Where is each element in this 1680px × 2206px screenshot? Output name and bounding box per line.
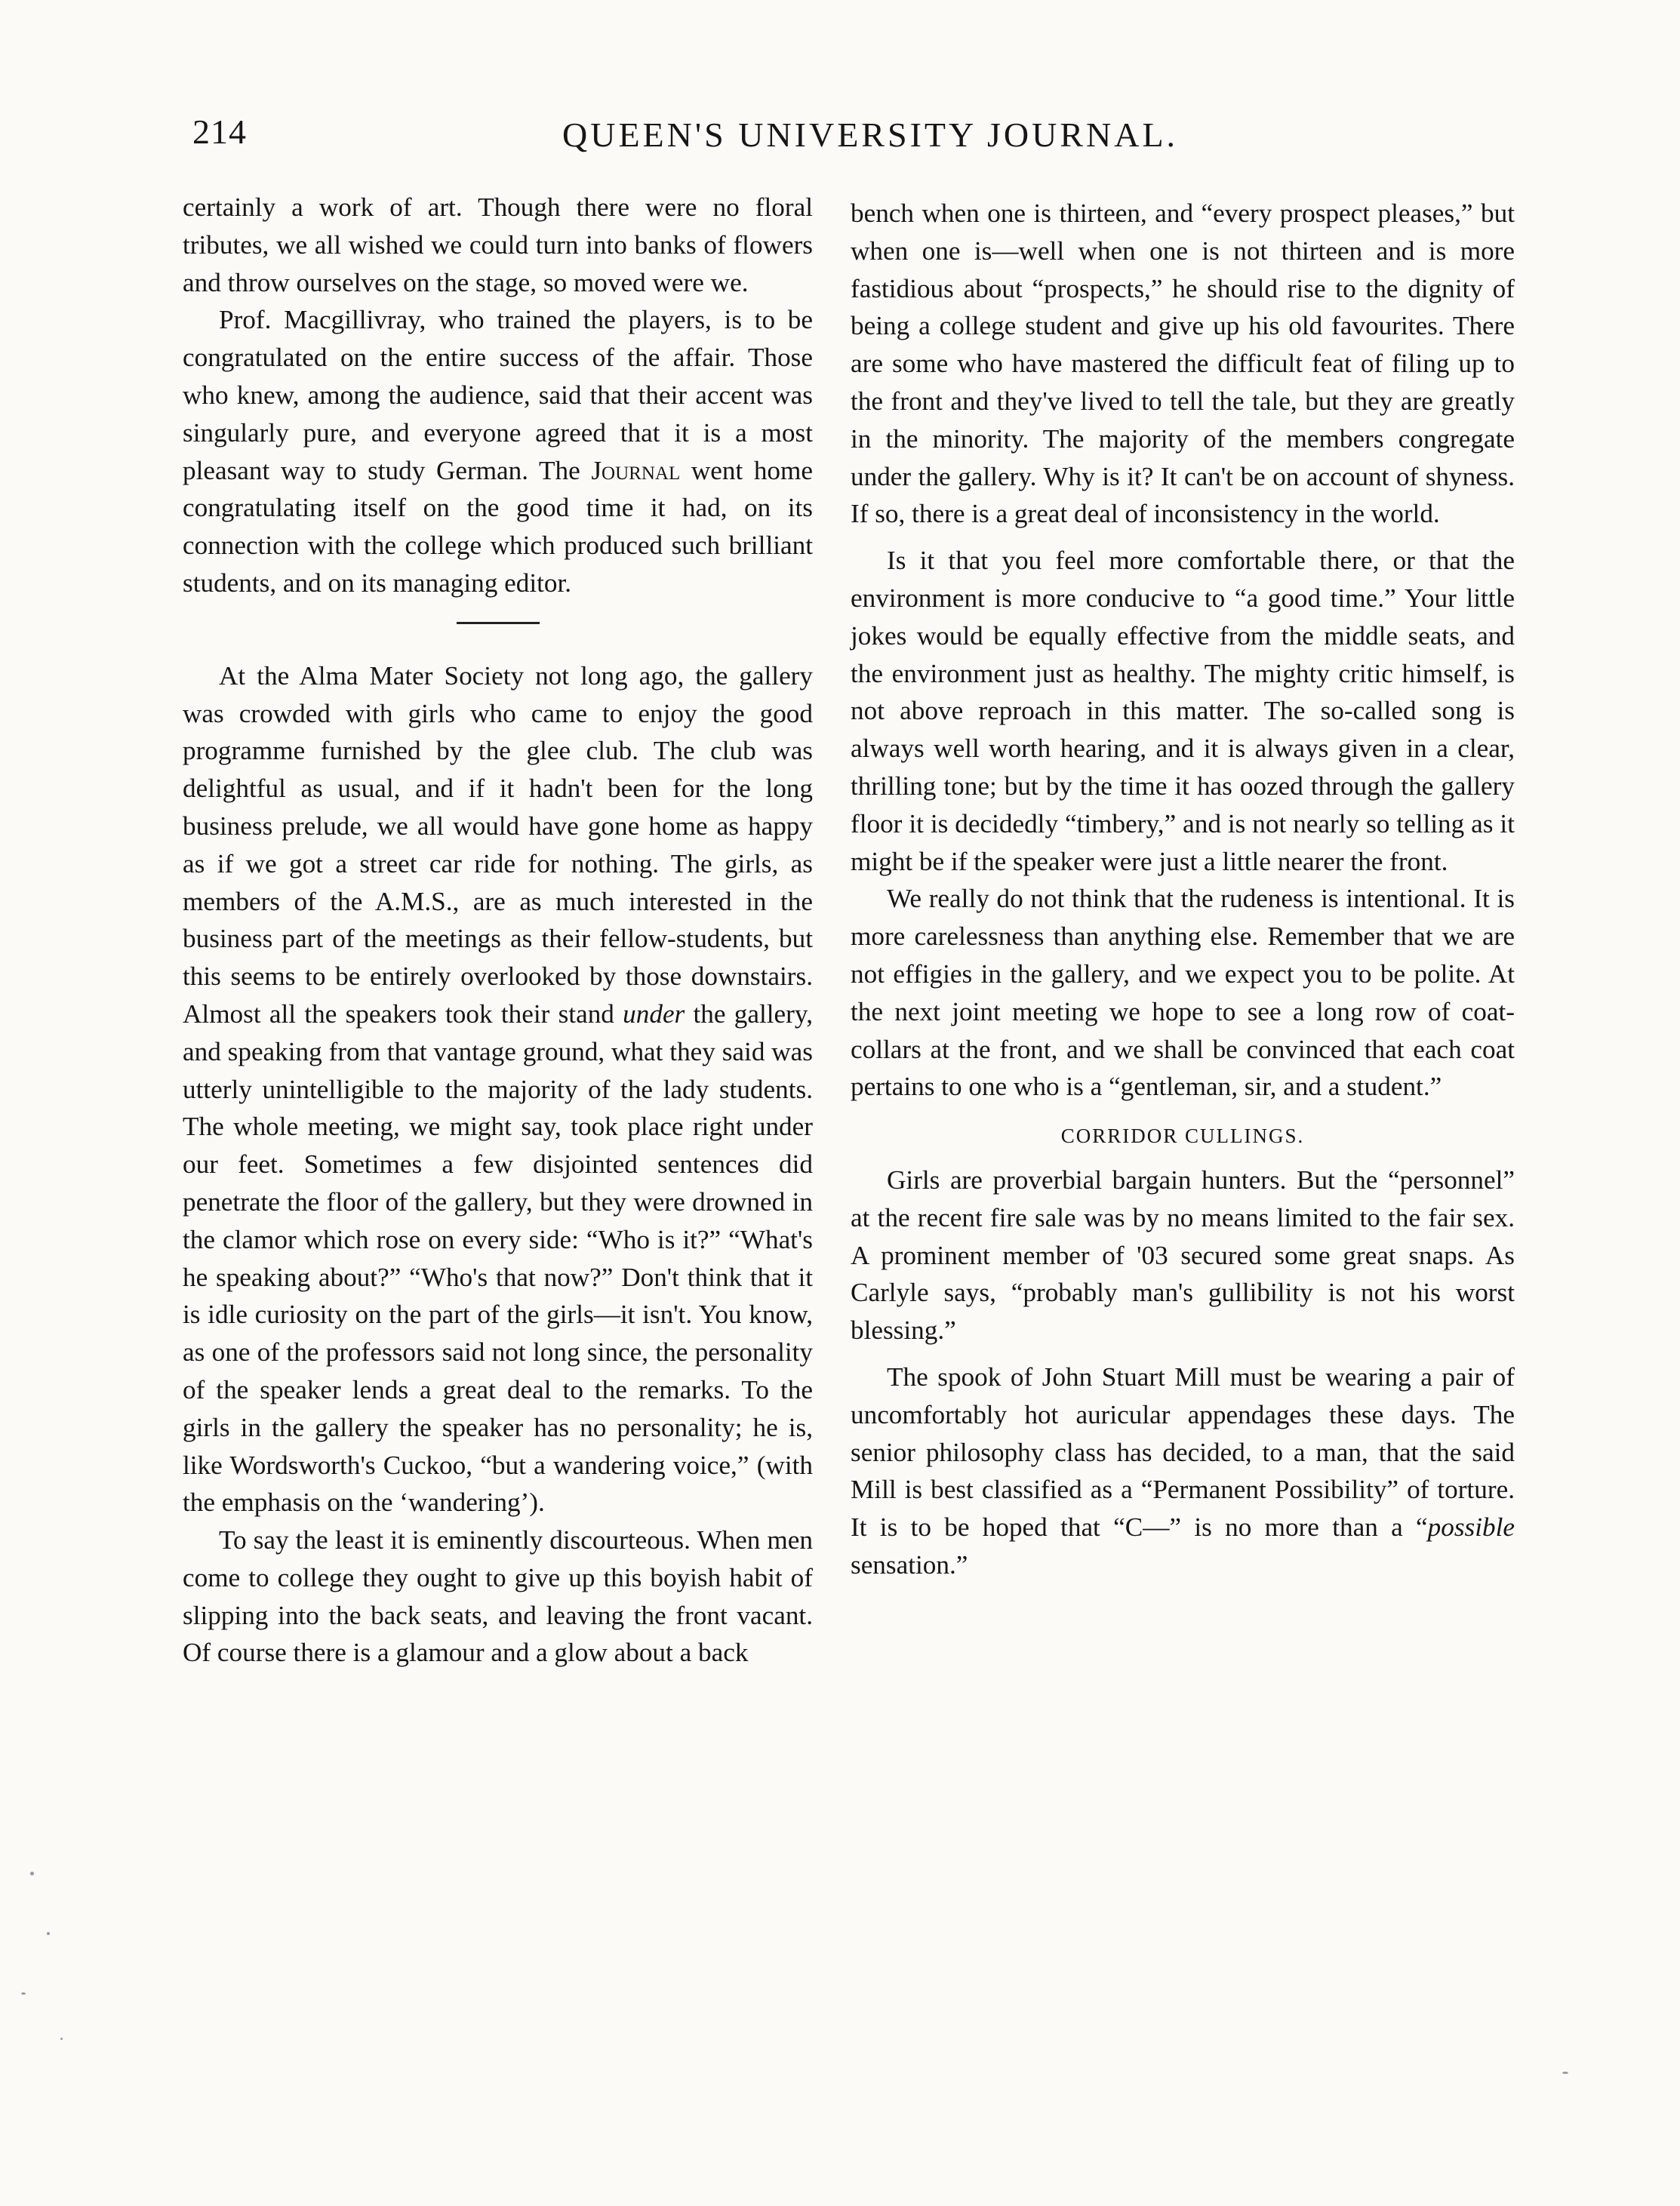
paragraph: We really do not think that the rudeness is intentional. It is more carelessness than anything else. Remember that we are not effigies in the gallery, and we expect you to be polite. At the next joint meeting we hope to see a long row of coat-collars at the front, and we shall be convinced that each coat pertains to one who is a “gentleman, sir, and a student.” xyxy=(851,884,1515,1102)
paragraph-text: Prof. Macgillivray, who trained the players, is to be congratulated on the entire success of the affair. Those who knew, among the audience, said that their accent was singularly pure, and everyone agreed that it is a most pleasant way to study German. The xyxy=(183,305,813,485)
scan-speck xyxy=(21,1992,26,1995)
paragraph: To say the least it is eminently discourteous. When men come to college they ought to give up this boyish habit of slipping into the back seats, and leaving the front vacant. Of course there is a glamour and a glow about a back xyxy=(183,1525,813,1668)
page-number: 214 xyxy=(192,112,247,151)
running-head: QUEEN'S UNIVERSITY JOURNAL. xyxy=(562,115,1179,154)
paragraph xyxy=(183,301,813,601)
scan-speck xyxy=(1562,2072,1568,2074)
section-heading: CORRIDOR CULLINGS. xyxy=(1060,1125,1305,1148)
emphasis: possible xyxy=(1427,1512,1515,1543)
paragraph xyxy=(851,1358,1515,1584)
paragraph-text: At the Alma Mater Society not long ago, the gallery was crowded with girls who came to enjoy the good programme furnished by the glee club. The club was delightful as usual, and if it hadn't been for the long business prelude, we all would have gone home as happy as if we got a street car ride for nothing. The girls, as members of the A.M.S., are as much interested in the business part of the meetings as their fellow-students, but this seems to be entirely overlooked by those downstairs. Almost all the speakers took their stand xyxy=(183,660,813,1029)
paragraph xyxy=(183,657,813,1521)
right-column xyxy=(851,195,1515,1584)
section-divider xyxy=(457,622,540,624)
paragraph-text: sensation.” xyxy=(851,1549,968,1580)
scan-speck xyxy=(60,2038,63,2040)
paragraph: bench when one is thirteen, and “every prospect pleases,” but when one is—well when one is not thirteen and is more fastidious about “prospects,” he should rise to the dignity of being a college student and give up his old favourites. There are some who have mastered the difficult feat of filing up to the front and they've lived to tell the tale, but they are greatly in the minority. The majority of the members congregate under the gallery. Why is it? It can't be on account of shyness. If so, there is a great deal of inconsistency in the world. xyxy=(851,198,1515,529)
paragraph: Is it that you feel more comfortable there, or that the environment is more conducive to “a good time.” Your little jokes would be equally effective from the middle seats, and the environment just as healthy. The mighty critic himself, is not above reproach in this matter. The so-called song is always well worth hearing, and it is always given in a clear, thrilling tone; but by the time it has oozed through the gallery floor it is decidedly “timbery,” and is not nearly so telling as it might be if the speaker were just a little nearer the front. xyxy=(851,546,1515,876)
paragraph: Girls are proverbial bargain hunters. But the “personnel” at the recent fire sale was by no means limited to the fair sex. A prominent member of '03 secured some great snaps. As Carlyle says, “probably man's gullibility is not his worst blessing.” xyxy=(851,1165,1515,1346)
paragraph: certainly a work of art. Though there were no floral tributes, we all wished we could turn into banks of flowers and throw ourselves on the stage, so moved were we. xyxy=(183,192,813,297)
paragraph-text: The spook of John Stuart Mill must be wearing a pair of uncomfortably hot auricular appendages these days. The senior philosophy class has decided, to a man, that the said Mill is best classified as a “Permanent Possibility” of torture. It is to be hoped that “C—” is no more than a “ xyxy=(851,1361,1515,1543)
emphasis: under xyxy=(623,998,685,1029)
scan-speck xyxy=(30,1872,34,1875)
left-column xyxy=(183,189,813,1672)
scan-speck xyxy=(47,1932,50,1935)
paragraph-text: the gallery, and speaking from that vantage ground, what they said was utterly unintelligible to the majority of the lady students. The whole meeting, we might say, took place right under our feet. Sometimes a few disjointed sentences did penetrate the floor of the gallery, but they were drowned in the clamor which rose on every side: “Who is it?” “What's he speaking about?” “Who's that now?” Don't think that it is idle curiosity on the part of the girls—it isn't. You know, as one of the professors said not long since, the personality of the speaker lends a great deal to the remarks. To the girls in the gallery the speaker has no personality; he is, like Wordsworth's Cuckoo, “but a wandering voice,” (with the emphasis on the ‘wandering’). xyxy=(183,998,813,1518)
journal-name: Journal xyxy=(591,455,681,485)
paragraph-text: went home congratulating itself on the good time it had, on its connection with the college which produced such brilliant students, and on its managing editor. xyxy=(183,455,814,598)
